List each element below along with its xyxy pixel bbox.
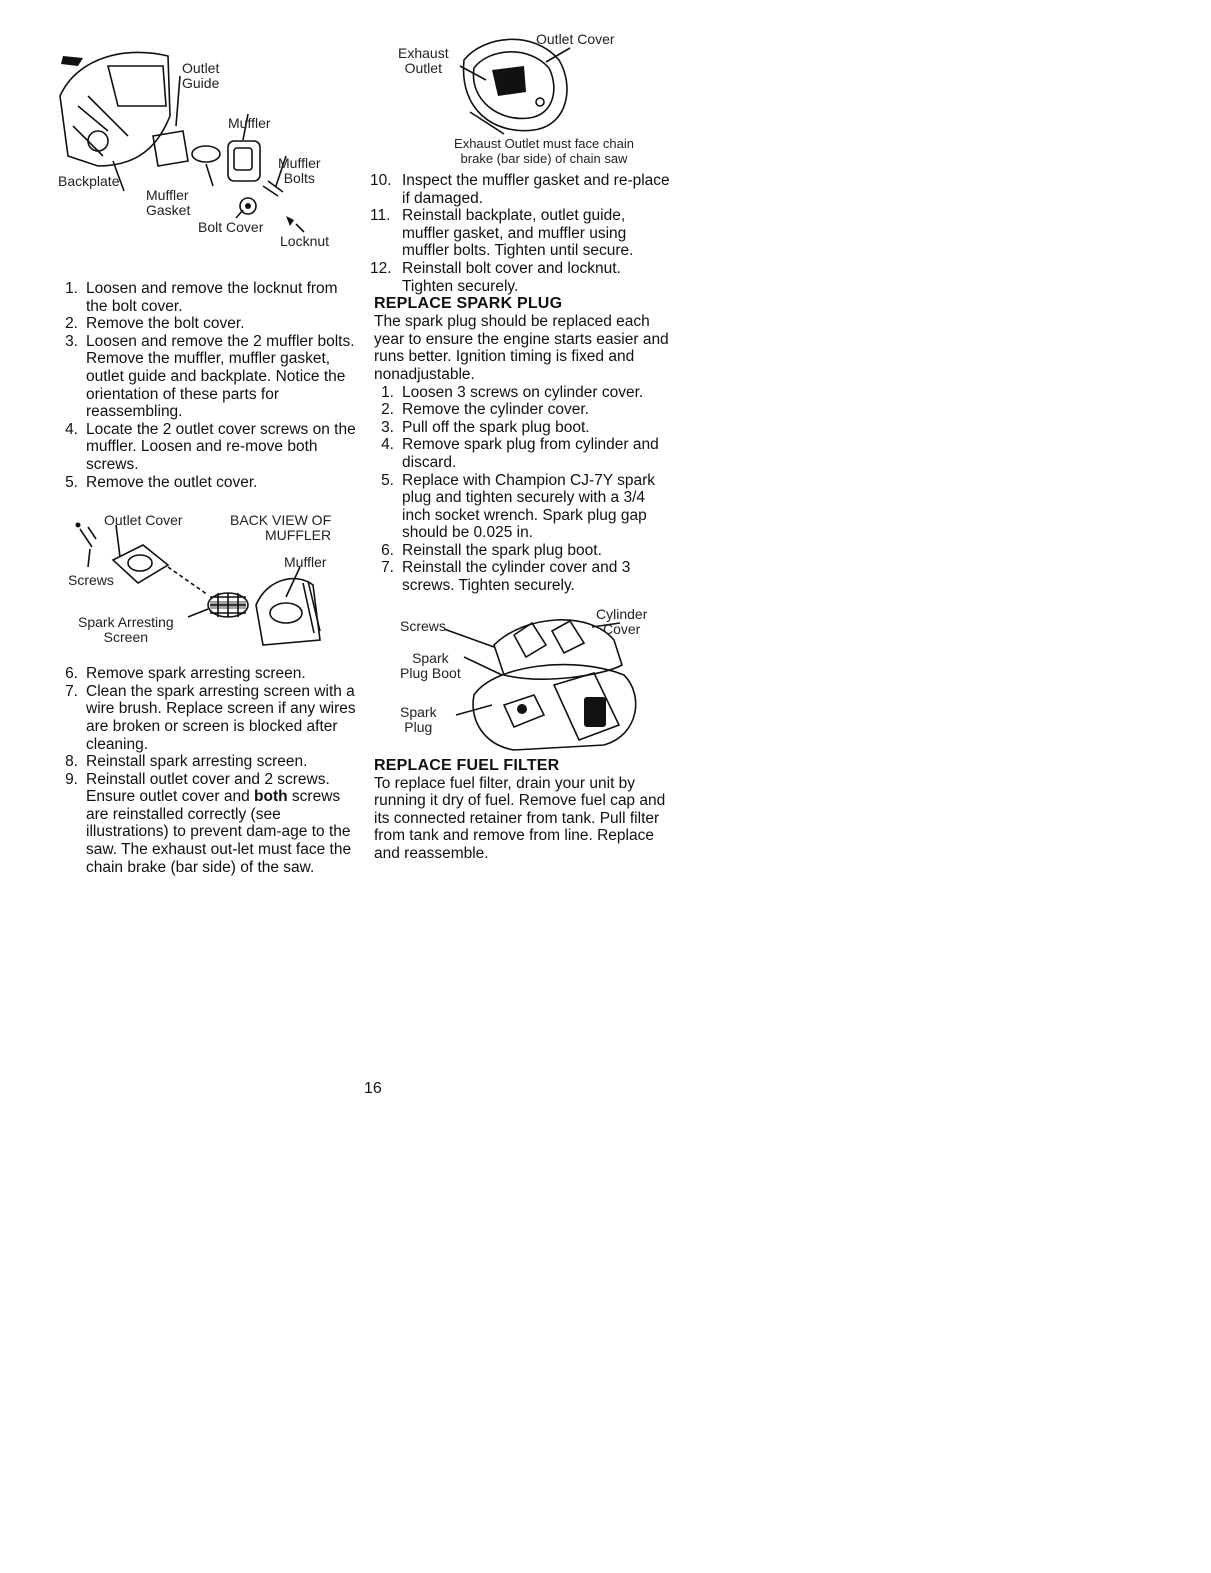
replace-fuel-filter-heading: REPLACE FUEL FILTER xyxy=(374,756,560,774)
list-item: 6. Remove spark arresting screen. xyxy=(65,665,306,683)
label-muffler-gasket: Muffler Gasket xyxy=(146,187,191,218)
list-item: 3. Loosen and remove the 2 muffler bolts. Remove the muffler, muffler gasket, outlet guide and backplate. Notice the orientation of these parts for reassembling. xyxy=(65,332,355,421)
list-item: 5. Replace with Champion CJ-7Y spark plug and tighten securely with a 3/4 inch socket wrench. Spark plug gap should be 0.025 in. xyxy=(381,471,655,542)
list-item: 7. Clean the spark arresting screen with a wire brush. Replace screen if any wires are broken or screen is blocked after cleaning. xyxy=(65,682,356,753)
list-item: 11. Reinstall backplate, outlet guide, muffler gasket, and muffler using muffler bolts. Tighten until secure. xyxy=(370,207,634,260)
list-item: 8. Reinstall spark arresting screen. xyxy=(65,753,308,771)
label-screws: Screws xyxy=(400,617,446,634)
spark-plug-figure xyxy=(374,605,674,757)
label-spark-plug: Spark Plug xyxy=(400,703,437,735)
label-back-view-of-muffler: BACK VIEW OF MUFFLER xyxy=(230,512,332,544)
label-locknut: Locknut xyxy=(280,233,330,249)
spark-plug-intro: The spark plug should be replaced each year to ensure the engine starts easier and runs better. Ignition timing is fixed and nonadjustable. xyxy=(374,313,669,383)
list-item: 5. Remove the outlet cover. xyxy=(65,473,258,491)
left-column xyxy=(58,36,358,876)
muffler-exploded-figure xyxy=(58,36,358,268)
list-item: 3. Pull off the spark plug boot. xyxy=(381,418,590,436)
label-outlet-cover: Outlet Cover xyxy=(104,512,183,529)
label-outlet-cover: Outlet Cover xyxy=(536,31,615,47)
spark-plug-steps xyxy=(374,384,674,595)
replace-spark-plug-heading: REPLACE SPARK PLUG xyxy=(374,295,563,313)
label-exhaust-outlet: Exhaust Outlet xyxy=(398,45,449,76)
list-item: 4. Locate the 2 outlet cover screws on the muffler. Loosen and re-move both screws. xyxy=(65,420,356,473)
label-spark-arresting-screen: Spark Arresting Screen xyxy=(78,614,174,646)
list-item: 2. Remove the bolt cover. xyxy=(65,315,245,333)
label-screws: Screws xyxy=(68,572,114,589)
muffler-back-view-figure xyxy=(58,505,358,655)
fuel-filter-body: To replace fuel filter, drain your unit by running it dry of fuel. Remove fuel cap and its connected retainer from tank. Pull filter from tank and remove from line. Replace and reassemble. xyxy=(374,774,666,863)
list-item: 2. Remove the cylinder cover. xyxy=(381,401,589,419)
list-item: 1. Loosen 3 screws on cylinder cover. xyxy=(381,383,644,401)
list-item: 1. Loosen and remove the locknut from the bolt cover. xyxy=(65,280,338,315)
muffler-steps-1-5 xyxy=(58,280,358,491)
label-bolt-cover: Bolt Cover xyxy=(198,219,264,235)
label-spark-plug-boot: Spark Plug Boot xyxy=(400,649,461,681)
label-muffler-bolts: Muffler Bolts xyxy=(278,155,321,186)
right-column xyxy=(370,30,674,863)
label-outlet-guide: Outlet Guide xyxy=(182,60,220,91)
muffler-steps-6-9 xyxy=(58,665,358,876)
label-cylinder-cover: Cylinder Cover xyxy=(596,605,648,637)
muffler-steps-10-12 xyxy=(370,172,674,295)
label-backplate: Backplate xyxy=(58,173,120,189)
label-muffler: Muffler xyxy=(284,554,327,571)
label-muffler: Muffler xyxy=(228,115,271,131)
page-number: 16 xyxy=(364,1080,382,1097)
exhaust-outlet-caption: Exhaust Outlet must face chain brake (bar side) of chain saw xyxy=(454,136,634,166)
list-item: 10. Inspect the muffler gasket and re-place if damaged. xyxy=(370,172,670,207)
list-item: 4. Remove spark plug from cylinder and discard. xyxy=(381,436,659,471)
list-item: 9. Reinstall outlet cover and 2 screws. Ensure outlet cover and both screws are reinstalled correctly (see illustrations) to prevent dam-age to the saw. The exhaust out-let must face the chain brake (bar side) of the saw. xyxy=(65,770,352,876)
exhaust-outlet-figure xyxy=(374,30,674,172)
list-item: 12. Reinstall bolt cover and locknut. Tighten securely. xyxy=(370,259,621,295)
list-item: 6. Reinstall the spark plug boot. xyxy=(381,541,602,559)
list-item: 7. Reinstall the cylinder cover and 3 screws. Tighten securely. xyxy=(381,559,631,595)
